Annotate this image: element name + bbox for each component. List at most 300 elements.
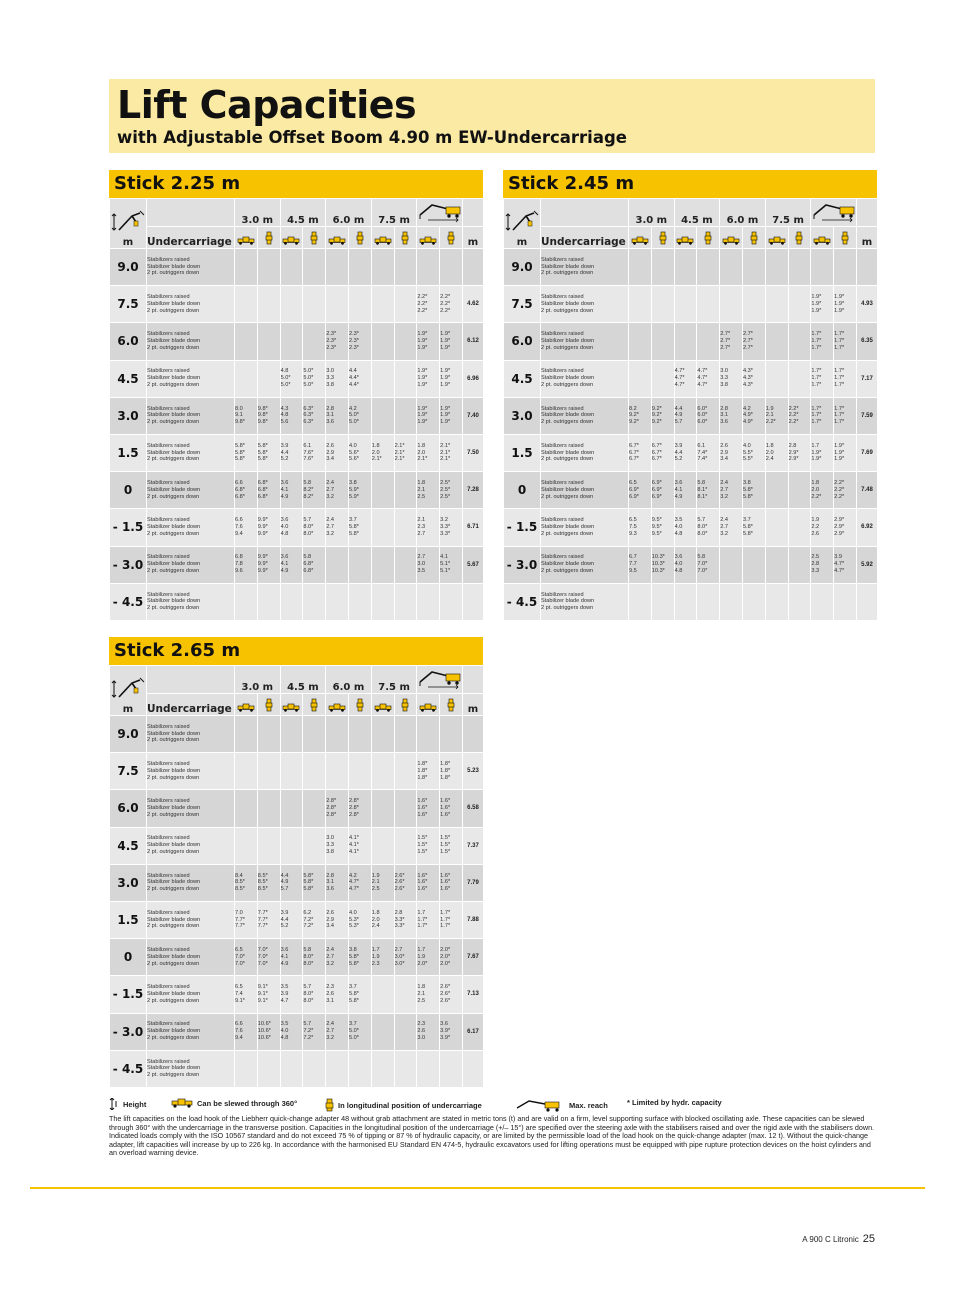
capacity-value: 2.0 <box>765 449 774 456</box>
capacity-cell <box>326 1013 349 1050</box>
capacity-cell <box>720 360 743 397</box>
capacity-value: 4.7 <box>280 997 289 1004</box>
capacity-value: 6.6 <box>235 517 243 524</box>
mode-label: 2 pt. outriggers down <box>541 605 594 612</box>
capacity-cell <box>651 286 674 323</box>
capacity-value: 4.0 <box>348 442 357 449</box>
legend-longitudinal: In longitudinal position of undercarriage <box>325 1098 482 1112</box>
capacity-cell <box>257 397 280 434</box>
mode-label: Stabilizers raised <box>147 1058 190 1065</box>
mode-label: Stabilizers raised <box>541 256 584 263</box>
capacity-cell <box>697 323 720 360</box>
capacity-value: 8.5* <box>257 879 268 886</box>
longitudinal-header <box>394 694 417 716</box>
capacity-value: 4.7* <box>348 886 359 893</box>
capacity-value: 3.9 <box>834 554 842 561</box>
longitudinal-header <box>440 227 463 249</box>
capacity-value: 5.0* <box>303 368 314 375</box>
mode-label: Stabilizer blade down <box>147 338 201 345</box>
capacity-cell <box>235 434 258 471</box>
capacity-value: 3.3 <box>811 567 820 574</box>
capacity-cell <box>440 939 463 976</box>
slew-header <box>371 227 394 249</box>
height-value: 1.5 <box>504 434 541 471</box>
capacity-cell <box>651 434 674 471</box>
mode-labels <box>147 509 235 546</box>
mode-label: Stabilizers raised <box>147 368 190 375</box>
capacity-value: 5.1* <box>440 567 451 574</box>
height-header: m <box>110 199 147 249</box>
capacity-cell <box>348 286 371 323</box>
capacity-cell <box>394 864 417 901</box>
table-row <box>110 472 484 509</box>
capacity-cell <box>629 323 652 360</box>
capacity-cell <box>674 397 697 434</box>
mode-label: 2 pt. outriggers down <box>541 344 594 351</box>
capacity-value: 2.2* <box>834 493 845 500</box>
capacity-cell <box>417 753 440 790</box>
capacity-value: 9.2* <box>629 419 639 426</box>
capacity-value: 2.5 <box>417 493 426 500</box>
capacity-value: 1.6* <box>440 879 451 886</box>
max-reach-value: 7.48 <box>856 472 877 509</box>
mode-label: Stabilizers raised <box>147 723 190 730</box>
capacity-cell <box>235 790 258 827</box>
table-row <box>504 397 878 434</box>
height-value: 1.5 <box>110 901 147 938</box>
slew-header <box>280 694 303 716</box>
capacity-value: 7.0* <box>257 953 268 960</box>
capacity-value: 1.9* <box>834 294 845 301</box>
capacity-value: 1.7 <box>417 909 426 916</box>
capacity-value: 3.8 <box>326 849 334 856</box>
capacity-cell <box>280 360 303 397</box>
capacity-value: 4.3* <box>742 382 753 389</box>
capacity-value: 1.9 <box>417 953 426 960</box>
capacity-cell <box>303 753 326 790</box>
capacity-value: 2.5 <box>417 997 426 1004</box>
capacity-cell <box>303 716 326 753</box>
capacity-value: 8.2* <box>303 493 314 500</box>
mode-label: 2 pt. outriggers down <box>147 270 200 277</box>
mode-label: 2 pt. outriggers down <box>147 886 200 893</box>
capacity-value: 1.7 <box>371 947 380 954</box>
capacity-value: 8.4 <box>235 872 243 879</box>
capacity-cell <box>720 434 743 471</box>
capacity-value: 1.7 <box>417 947 426 954</box>
capacity-cell <box>371 323 394 360</box>
capacity-value: 3.6 <box>720 419 728 426</box>
capacity-value: 2.1* <box>394 449 405 456</box>
capacity-cell <box>371 939 394 976</box>
capacity-cell <box>257 1050 280 1087</box>
height-value: 7.5 <box>110 753 147 790</box>
capacity-value: 5.8 <box>303 947 312 954</box>
capacity-value: 1.7* <box>834 419 845 426</box>
capacity-value: 4.9 <box>280 960 289 967</box>
slew-360-icon <box>631 236 649 245</box>
header-blank <box>541 199 629 227</box>
max-reach-value: 6.92 <box>856 509 877 546</box>
slew-header <box>417 227 440 249</box>
table-row <box>110 249 484 286</box>
capacity-cell <box>629 509 652 546</box>
max-reach-icon <box>812 199 856 223</box>
capacity-value: 9.8* <box>257 405 268 412</box>
capacity-value: 4.2 <box>742 405 751 412</box>
capacity-value: 2.4 <box>326 1021 334 1028</box>
reach-header: 6.0 m <box>720 199 766 227</box>
mode-label: Stabilizer blade down <box>541 412 595 419</box>
longitudinal-header <box>697 227 720 249</box>
capacity-cell <box>811 509 834 546</box>
capacity-cell <box>280 939 303 976</box>
capacity-cell <box>674 546 697 583</box>
capacity-value: 2.8 <box>326 872 334 879</box>
capacity-cell <box>303 509 326 546</box>
capacity-value: 6.9* <box>651 486 662 493</box>
capacity-value: 1.7* <box>834 412 845 419</box>
capacity-cell <box>651 472 674 509</box>
mode-labels <box>147 976 235 1013</box>
capacity-value: 2.4 <box>326 947 334 954</box>
capacity-value: 2.4 <box>720 480 728 487</box>
capacity-cell <box>235 323 258 360</box>
capacity-value: 1.9* <box>834 442 845 449</box>
mode-label: Stabilizers raised <box>147 947 190 954</box>
capacity-value: 1.7* <box>811 382 822 389</box>
mode-labels <box>147 249 235 286</box>
capacity-value: 4.1 <box>674 486 683 493</box>
capacity-value: 4.1 <box>280 953 289 960</box>
capacity-value: 3.6 <box>280 517 289 524</box>
capacity-value: 3.7 <box>742 517 751 524</box>
capacity-cell <box>697 249 720 286</box>
capacity-cell <box>765 472 788 509</box>
capacity-cell <box>257 360 280 397</box>
capacity-cell <box>394 827 417 864</box>
mode-label: Stabilizer blade down <box>541 263 595 270</box>
height-header: m <box>504 199 541 249</box>
capacity-value: 4.9 <box>280 567 289 574</box>
longitudinal-header <box>303 694 326 716</box>
capacity-value: 6.7 <box>629 554 637 561</box>
capacity-value: 9.9* <box>257 554 268 561</box>
capacity-value: 1.7* <box>811 412 822 419</box>
capacity-value: 2.0 <box>371 916 380 923</box>
capacity-value: 9.2* <box>651 419 662 426</box>
capacity-cell <box>235 583 258 620</box>
capacity-value: 1.9 <box>371 872 380 879</box>
capacity-cell <box>697 286 720 323</box>
longitudinal-icon <box>325 1098 334 1112</box>
capacity-value: 2.3 <box>417 524 426 530</box>
mode-labels <box>147 583 235 620</box>
slew-header <box>629 227 652 249</box>
capacity-cell <box>394 249 417 286</box>
capacity-cell <box>303 976 326 1013</box>
capacity-value: 1.5* <box>440 842 451 849</box>
capacity-value: 1.7* <box>440 923 451 930</box>
max-reach-value: 4.62 <box>462 286 483 323</box>
capacity-value: 2.9* <box>834 517 845 524</box>
capacity-value: 4.7* <box>674 375 685 382</box>
legend-maxreach: Max. reach <box>515 1098 608 1112</box>
capacity-cell <box>834 323 857 360</box>
capacity-cell <box>765 583 788 620</box>
height-value: 4.5 <box>110 827 147 864</box>
capacity-value: 1.7* <box>834 331 845 338</box>
capacity-value: 5.8* <box>235 449 245 456</box>
capacity-cell <box>629 434 652 471</box>
mode-label: Stabilizers raised <box>541 368 584 375</box>
capacity-cell <box>326 939 349 976</box>
capacity-value: 1.9 <box>371 953 380 960</box>
capacity-value: 4.1* <box>348 842 359 849</box>
mode-label: Stabilizer blade down <box>541 375 595 382</box>
capacity-value: 4.4* <box>348 382 359 389</box>
mode-label: Stabilizer blade down <box>541 300 595 307</box>
capacity-cell <box>235 901 258 938</box>
capacity-value: 2.1 <box>765 412 774 419</box>
capacity-value: 2.9 <box>326 449 334 456</box>
capacity-value: 2.8* <box>348 811 359 818</box>
capacity-value: 4.9* <box>742 419 753 426</box>
capacity-value: 8.0* <box>303 530 314 537</box>
capacity-value: 2.7* <box>742 331 753 338</box>
slew-header <box>280 227 303 249</box>
capacity-value: 1.9* <box>440 419 451 426</box>
capacity-value: 3.6 <box>674 480 683 487</box>
mode-label: Stabilizer blade down <box>147 561 201 568</box>
capacity-value: 7.7* <box>257 916 268 923</box>
capacity-cell <box>440 360 463 397</box>
capacity-cell <box>834 434 857 471</box>
capacity-value: 5.7 <box>674 419 683 426</box>
capacity-value: 1.9* <box>417 368 428 375</box>
capacity-value: 9.1* <box>235 997 245 1004</box>
capacity-value: 4.8 <box>280 1034 289 1041</box>
capacity-value: 5.8* <box>257 442 268 449</box>
capacity-cell <box>788 546 811 583</box>
capacity-value: 5.7 <box>697 517 706 524</box>
max-reach-value: 7.59 <box>856 397 877 434</box>
capacity-value: 5.0* <box>280 375 291 382</box>
capacity-value: 5.8* <box>742 530 753 537</box>
capacity-value: 1.8 <box>417 984 426 991</box>
capacity-cell <box>417 472 440 509</box>
capacity-value: 4.7* <box>834 561 845 568</box>
mode-labels <box>147 753 235 790</box>
mode-label: Stabilizers raised <box>147 909 190 916</box>
mode-label: 2 pt. outriggers down <box>147 456 200 463</box>
capacity-cell <box>651 323 674 360</box>
capacity-cell <box>742 472 765 509</box>
capacity-value: 4.7* <box>674 368 685 375</box>
capacity-value: 7.0 <box>235 909 243 916</box>
capacity-value: 1.6* <box>440 798 451 805</box>
capacity-value: 1.7* <box>811 405 822 412</box>
capacity-cell <box>280 901 303 938</box>
capacity-cell <box>326 790 349 827</box>
capacity-value: 2.7 <box>417 530 426 537</box>
capacity-value: 2.0 <box>811 486 820 493</box>
table-row <box>504 286 878 323</box>
height-value: - 3.0 <box>110 546 147 583</box>
mode-label: Stabilizer blade down <box>541 561 595 568</box>
slew-360-icon <box>237 703 255 712</box>
capacity-value: 5.8* <box>348 991 359 997</box>
capacity-value: 7.0* <box>257 960 268 967</box>
capacity-value: 2.8* <box>348 798 359 805</box>
longitudinal-icon <box>841 231 849 245</box>
max-reach-value: 7.17 <box>856 360 877 397</box>
capacity-value: 6.5 <box>629 480 637 487</box>
capacity-cell <box>257 323 280 360</box>
height-value: 9.0 <box>110 249 147 286</box>
capacity-cell <box>629 472 652 509</box>
capacity-value: 5.8* <box>348 997 359 1004</box>
capacity-value: 10.3* <box>651 554 665 561</box>
capacity-value: 4.4 <box>348 368 357 375</box>
capacity-value: 3.6 <box>326 419 334 426</box>
slew-360-icon <box>171 1098 193 1108</box>
capacity-cell <box>257 286 280 323</box>
legend-limited: * Limited by hydr. capacity <box>627 1098 722 1107</box>
capacity-value: 7.7 <box>629 561 637 568</box>
mode-label: Stabilizers raised <box>147 256 190 263</box>
capacity-value: 2.0 <box>417 449 426 456</box>
capacity-value: 6.8* <box>303 567 314 574</box>
capacity-value: 2.0* <box>440 960 451 967</box>
capacity-value: 6.8 <box>235 554 243 561</box>
capacity-cell <box>788 509 811 546</box>
capacity-value: 3.8 <box>348 480 357 487</box>
capacity-value: 2.8* <box>348 805 359 812</box>
capacity-cell <box>834 249 857 286</box>
capacity-value: 5.8* <box>742 486 753 493</box>
capacity-cell <box>440 1050 463 1087</box>
mode-labels <box>147 323 235 360</box>
capacity-value: 1.9* <box>440 344 451 351</box>
capacity-value: 1.9* <box>834 300 845 307</box>
capacity-cell <box>326 827 349 864</box>
capacity-value: 3.8 <box>742 480 751 487</box>
capacity-value: 1.8 <box>371 442 380 449</box>
capacity-value: 5.0* <box>348 412 359 419</box>
height-value: 9.0 <box>110 716 147 753</box>
capacity-value: 6.5 <box>629 517 637 524</box>
slew-360-icon <box>282 703 300 712</box>
capacity-value: 5.6* <box>348 456 359 463</box>
capacity-cell <box>629 583 652 620</box>
table-row <box>110 1013 484 1050</box>
max-reach-icon <box>418 199 462 223</box>
mode-label: 2 pt. outriggers down <box>147 811 200 818</box>
capacity-cell <box>348 583 371 620</box>
longitudinal-icon <box>447 698 455 712</box>
capacity-value: 1.8 <box>371 909 380 916</box>
capacity-cell <box>834 397 857 434</box>
slew-360-icon <box>722 236 740 245</box>
capacity-value: 4.0 <box>742 442 751 449</box>
capacity-value: 5.2 <box>280 923 289 930</box>
height-value: - 1.5 <box>504 509 541 546</box>
capacity-value: 3.1 <box>326 879 334 886</box>
capacity-value: 1.9* <box>417 338 428 345</box>
capacity-cell <box>371 790 394 827</box>
capacity-cell <box>326 864 349 901</box>
capacity-value: 3.0 <box>417 1034 426 1041</box>
capacity-value: 1.8* <box>417 767 428 774</box>
header-blank <box>856 199 877 227</box>
capacity-value: 2.2* <box>417 294 428 301</box>
capacity-value: 1.9* <box>417 331 428 338</box>
capacity-cell <box>326 360 349 397</box>
capacity-value: 2.3* <box>326 344 337 351</box>
capacity-value: 5.3* <box>348 916 359 923</box>
max-reach-value: 7.13 <box>462 976 483 1013</box>
capacity-cell <box>280 790 303 827</box>
capacity-value: 4.7* <box>348 879 359 886</box>
capacity-value: 1.9* <box>834 456 845 463</box>
capacity-value: 2.6* <box>394 879 405 886</box>
capacity-value: 3.1 <box>326 997 334 1004</box>
capacity-value: 9.2* <box>629 412 639 419</box>
mode-label: Stabilizer blade down <box>147 1028 201 1035</box>
reach-header: 7.5 m <box>371 199 417 227</box>
capacity-value: 3.7 <box>348 984 357 991</box>
mode-label: Stabilizer blade down <box>147 916 201 923</box>
capacity-value: 2.3* <box>348 338 359 345</box>
slew-360-icon <box>237 236 255 245</box>
capacity-value: 9.5* <box>651 530 662 537</box>
capacity-value: 4.8 <box>280 368 289 375</box>
header-blank <box>462 199 483 227</box>
capacity-value: 7.2* <box>303 1028 314 1035</box>
longitudinal-header <box>348 694 371 716</box>
capacity-cell <box>257 864 280 901</box>
capacity-cell <box>788 286 811 323</box>
capacity-value: 2.3 <box>417 1021 426 1028</box>
capacity-value: 3.2 <box>326 960 334 967</box>
capacity-cell <box>394 434 417 471</box>
capacity-value: 2.1 <box>417 486 426 493</box>
capacity-value: 2.9* <box>834 530 845 537</box>
capacity-value: 1.9 <box>811 517 820 524</box>
mode-label: 2 pt. outriggers down <box>147 997 200 1004</box>
capacity-cell <box>629 249 652 286</box>
capacity-cell <box>235 472 258 509</box>
slew-360-icon <box>813 236 831 245</box>
capacity-cell <box>811 286 834 323</box>
table-row <box>110 901 484 938</box>
mode-label: Stabilizer blade down <box>147 842 201 849</box>
mode-label: Stabilizers raised <box>147 405 190 412</box>
capacity-value: 7.5 <box>629 524 637 530</box>
capacity-value: 6.8* <box>257 480 268 487</box>
header-blank <box>147 666 235 694</box>
capacity-value: 2.1 <box>417 991 426 997</box>
capacity-cell <box>834 583 857 620</box>
max-reach-value: 7.37 <box>462 827 483 864</box>
mode-label: 2 pt. outriggers down <box>147 493 200 500</box>
capacity-value: 4.1 <box>440 554 448 561</box>
capacity-value: 1.9* <box>811 307 822 314</box>
capacity-cell <box>417 434 440 471</box>
capacity-cell <box>257 434 280 471</box>
capacity-cell <box>326 716 349 753</box>
